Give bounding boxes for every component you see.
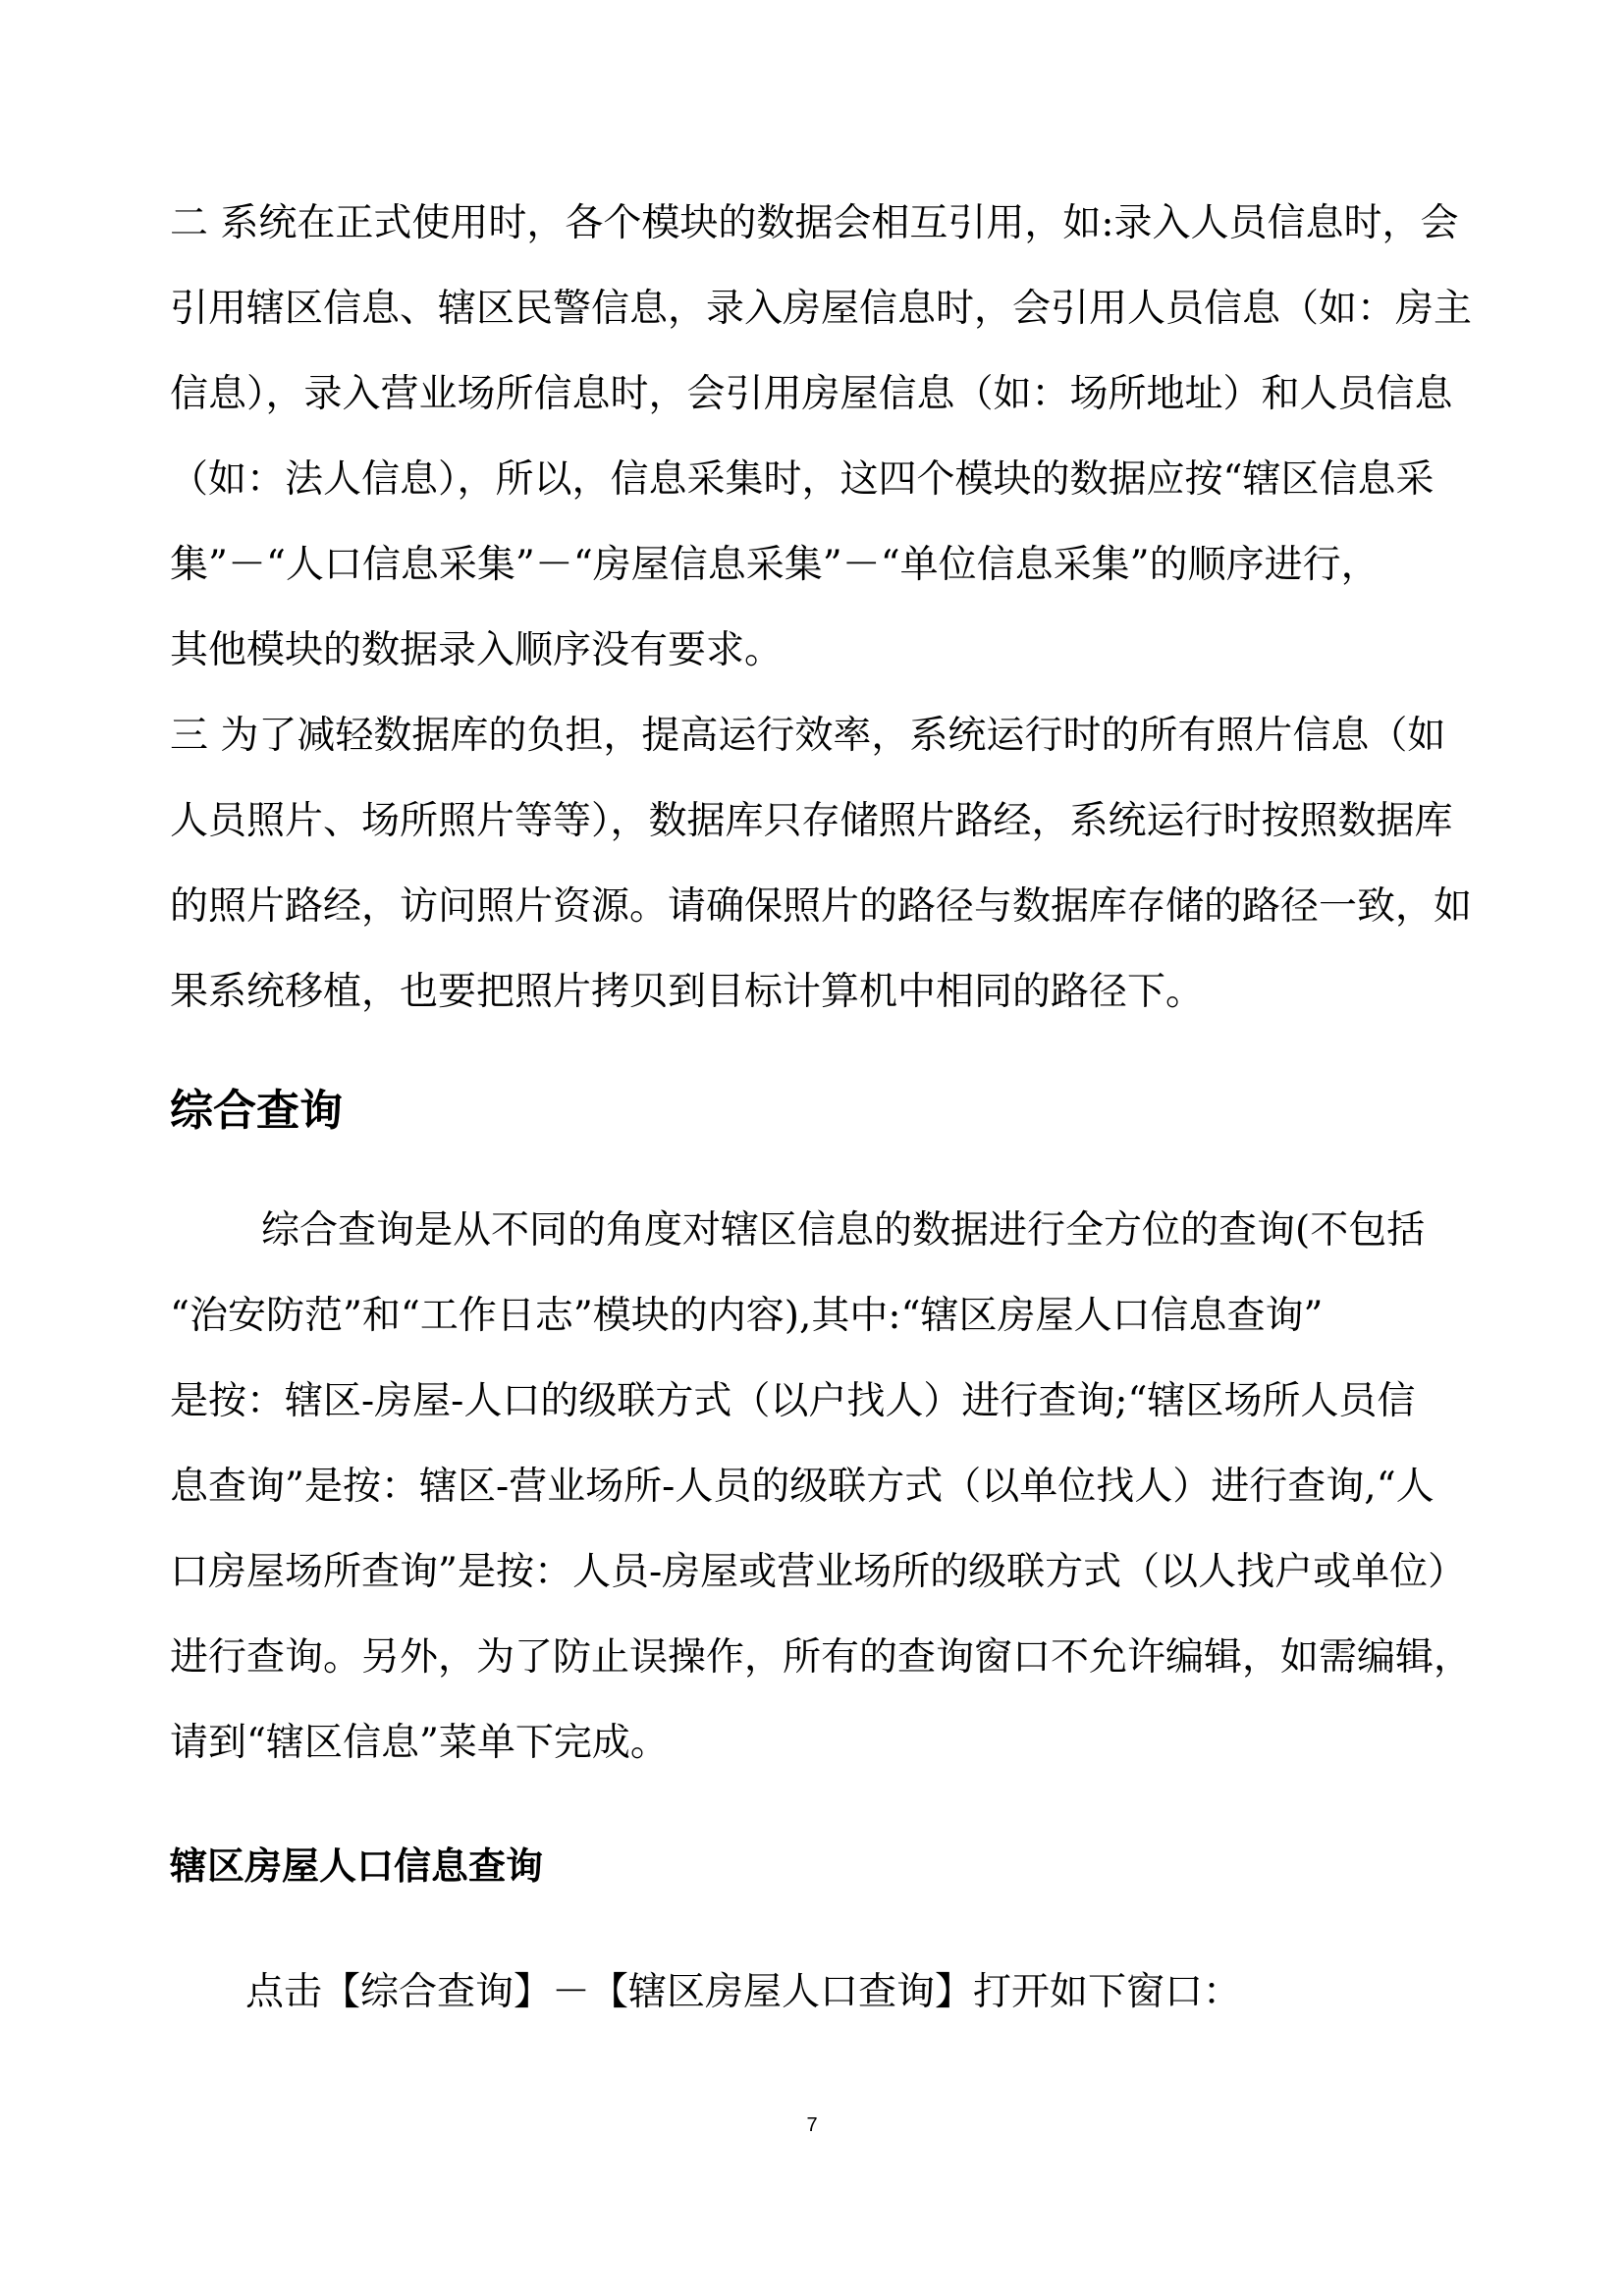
note3-line-4: 果系统移植，也要把照片拷贝到目标计算机中相同的路径下。 [170,970,1205,1014]
page-number: 7 [806,2114,818,2136]
section-heading: 综合查询 [170,1086,343,1136]
query-paragraph-line-7: 请到“辖区信息”菜单下完成。 [170,1721,669,1765]
query-paragraph-line-1: 综合查询是从不同的角度对辖区信息的数据进行全方位的查询(不包括 [261,1208,1426,1253]
note3-line-2: 人员照片、场所照片等等），数据库只存储照片路经，系统运行时按照数据库 [170,799,1453,843]
note2-line-5: 集”－“人口信息采集”－“房屋信息采集”－“单位信息采集”的顺序进行， [170,543,1380,587]
note3-line-1: 三 为了减轻数据库的负担，提高运行效率，系统运行时的所有照片信息（如 [170,714,1446,758]
note2-line-1: 二 系统在正式使用时，各个模块的数据会相互引用，如:录入人员信息时，会 [170,201,1459,245]
query-paragraph-line-5: 口房屋场所查询”是按：人员-房屋或营业场所的级联方式（以人找户或单位） [170,1550,1467,1594]
query-paragraph-line-2: “治安防范”和“工作日志”模块的内容),其中:“辖区房屋人口信息查询” [170,1294,1324,1338]
note2-line-3: 信息），录入营业场所信息时，会引用房屋信息（如：场所地址）和人员信息 [170,372,1453,416]
note2-line-4: （如：法人信息），所以，信息采集时，这四个模块的数据应按“辖区信息采 [170,457,1435,502]
note2-line-6: 其他模块的数据录入顺序没有要求。 [170,628,784,672]
query-paragraph-line-4: 息查询”是按：辖区-营业场所-人员的级联方式（以单位找人）进行查询,“人 [170,1465,1435,1509]
instruction-text: 点击【综合查询】－【辖区房屋人口查询】打开如下窗口： [245,1970,1242,2014]
query-paragraph-line-3: 是按：辖区-房屋-人口的级联方式（以户找人）进行查询;“辖区场所人员信 [170,1379,1416,1423]
query-paragraph-line-6: 进行查询。另外，为了防止误操作，所有的查询窗口不允许编辑，如需编辑， [170,1635,1473,1680]
note2-line-2: 引用辖区信息、辖区民警信息，录入房屋信息时，会引用人员信息（如：房主 [170,287,1473,331]
subsection-heading: 辖区房屋人口信息查询 [170,1844,544,1888]
note3-line-3: 的照片路经，访问照片资源。请确保照片的路径与数据库存储的路径一致，如 [170,884,1473,929]
